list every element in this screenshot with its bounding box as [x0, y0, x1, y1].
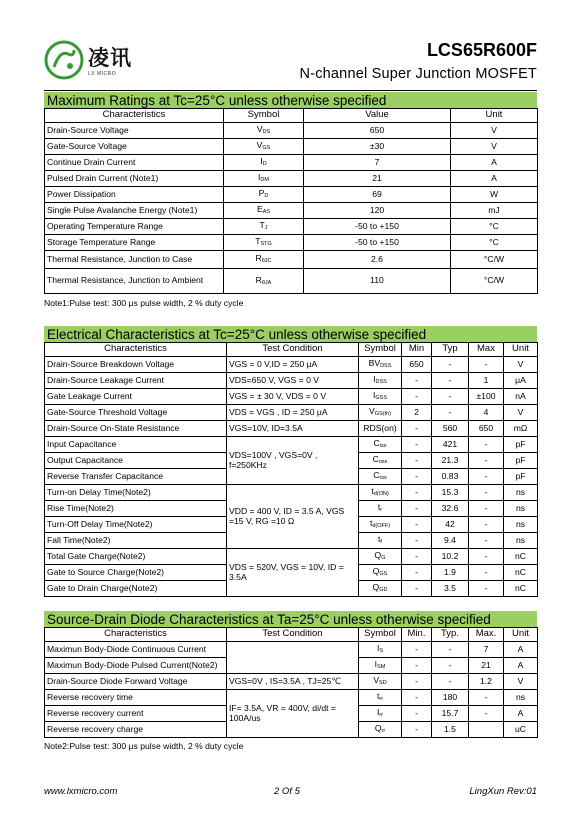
min-cell: - — [402, 581, 432, 597]
typ-cell: 42 — [432, 517, 469, 533]
unit-cell: °C/W — [451, 269, 538, 294]
symbol-cell: $V_{SD}$ — [359, 674, 402, 690]
symbol-cell: $E_{AS}$ — [224, 203, 304, 219]
unit-cell: V — [504, 674, 538, 690]
column-header: Max. — [469, 628, 504, 642]
symbol-cell: $Q_{rr}$ — [359, 722, 402, 738]
column-header: Unit — [504, 628, 538, 642]
footer-revision: LingXun Rev:01 — [469, 786, 537, 797]
column-header: Characteristics — [45, 343, 227, 357]
table-row — [45, 269, 538, 294]
characteristic-cell: Gate-Source Threshold Voltage — [45, 405, 227, 421]
column-header: Characteristics — [45, 109, 224, 123]
test-condition-cell: VDD = 400 V, ID = 3.5 A, VGS =15 V, RG =10 Ω — [227, 485, 359, 549]
table-row — [45, 219, 538, 235]
min-cell: - — [402, 642, 432, 658]
symbol-cell: $I_D$ — [224, 155, 304, 171]
table-row — [45, 389, 538, 405]
characteristic-cell: Input Capacitance — [45, 437, 227, 453]
min-cell: 2 — [402, 405, 432, 421]
typ-cell: 9.4 — [432, 533, 469, 549]
symbol-cell: $I_{GSS}$ — [359, 389, 402, 405]
characteristic-cell: Thermal Resistance, Junction to Case — [45, 251, 224, 269]
min-cell: - — [402, 389, 432, 405]
value-cell: ±30 — [304, 139, 451, 155]
footer-page: 2 Of 5 — [274, 786, 300, 797]
test-condition-cell: VDS=100V , VGS=0V , f=250KHz — [227, 437, 359, 485]
unit-cell: μA — [504, 373, 538, 389]
max-cell: - — [469, 565, 504, 581]
typ-cell: - — [432, 674, 469, 690]
unit-cell: A — [451, 155, 538, 171]
electrical-title: Electrical Characteristics at Tc=25°C unless otherwise specified — [44, 326, 537, 343]
min-cell: - — [402, 722, 432, 738]
symbol-cell: RDS(on) — [359, 421, 402, 437]
typ-cell: 15.7 — [432, 706, 469, 722]
characteristic-cell: Gate Leakage Current — [45, 389, 227, 405]
unit-cell: A — [504, 658, 538, 674]
symbol-cell: $C_{rss}$ — [359, 469, 402, 485]
value-cell: 110 — [304, 269, 451, 294]
test-condition-cell: VGS = 0 V,ID = 250 μA — [227, 357, 359, 373]
unit-cell: °C — [451, 219, 538, 235]
column-header: Symbol — [359, 343, 402, 357]
symbol-cell: $P_D$ — [224, 187, 304, 203]
column-header: Unit — [504, 343, 538, 357]
column-header: Typ — [432, 343, 469, 357]
max-cell: 1 — [469, 373, 504, 389]
test-condition-cell: VGS = ± 30 V, VDS = 0 V — [227, 389, 359, 405]
symbol-cell: $R_{\theta JC}$ — [224, 251, 304, 269]
characteristic-cell: Gate to Source Charge(Note2) — [45, 565, 227, 581]
min-cell: - — [402, 549, 432, 565]
value-cell: -50 to +150 — [304, 235, 451, 251]
test-condition-cell: VDS=650 V, VGS = 0 V — [227, 373, 359, 389]
min-cell: - — [402, 501, 432, 517]
symbol-cell: $BV_{DSS}$ — [359, 357, 402, 373]
table-row — [45, 642, 538, 658]
characteristic-cell: Drain-Source On-State Resistance — [45, 421, 227, 437]
unit-cell: mJ — [451, 203, 538, 219]
max-cell: - — [469, 485, 504, 501]
table-row — [45, 549, 538, 565]
unit-cell: V — [504, 405, 538, 421]
footer-website: www.lxmicro.com — [44, 786, 118, 797]
characteristic-cell: Gate to Drain Charge(Note2) — [45, 581, 227, 597]
value-cell: 2.6 — [304, 251, 451, 269]
unit-cell: mΩ — [504, 421, 538, 437]
unit-cell: ns — [504, 533, 538, 549]
characteristic-cell: Turn-on Delay Time(Note2) — [45, 485, 227, 501]
column-header: Characteristics — [45, 628, 227, 642]
column-header: Min — [402, 343, 432, 357]
characteristic-cell: Total Gate Charge(Note2) — [45, 549, 227, 565]
symbol-cell: $I_{SM}$ — [359, 658, 402, 674]
max-cell — [469, 722, 504, 738]
min-cell: - — [402, 453, 432, 469]
symbol-cell: $t_{rr}$ — [359, 690, 402, 706]
max-cell: 1.2 — [469, 674, 504, 690]
min-cell: - — [402, 565, 432, 581]
table-row — [45, 203, 538, 219]
characteristic-cell: Single Pulse Avalanche Energy (Note1) — [45, 203, 224, 219]
test-condition-cell: VDS = VGS , ID = 250 μA — [227, 405, 359, 421]
typ-cell: - — [432, 389, 469, 405]
typ-cell: 15.3 — [432, 485, 469, 501]
symbol-cell: $T_J$ — [224, 219, 304, 235]
note-2: Note2:Pulse test: 300 μs pulse width, 2 % duty cycle — [44, 741, 244, 751]
diode-table — [44, 627, 538, 738]
characteristic-cell: Drain-Source Breakdown Voltage — [45, 357, 227, 373]
typ-cell: 421 — [432, 437, 469, 453]
table-row — [45, 373, 538, 389]
max-cell: ±100 — [469, 389, 504, 405]
header-rule — [44, 90, 537, 91]
page-header — [44, 36, 537, 90]
symbol-cell: $I_{DM}$ — [224, 171, 304, 187]
characteristic-cell: Drain-Source Diode Forward Voltage — [45, 674, 227, 690]
characteristic-cell: Reverse recovery current — [45, 706, 227, 722]
max-cell: 7 — [469, 642, 504, 658]
max-cell: 4 — [469, 405, 504, 421]
table-row — [45, 187, 538, 203]
unit-cell: ns — [504, 501, 538, 517]
min-cell: - — [402, 373, 432, 389]
value-cell: 650 — [304, 123, 451, 139]
unit-cell: nA — [504, 389, 538, 405]
table-row — [45, 405, 538, 421]
min-cell: - — [402, 690, 432, 706]
max-cell: - — [469, 357, 504, 373]
column-header: Symbol — [359, 628, 402, 642]
symbol-cell: $C_{iss}$ — [359, 437, 402, 453]
unit-cell: pF — [504, 469, 538, 485]
value-cell: 69 — [304, 187, 451, 203]
table-row — [45, 155, 538, 171]
table-row — [45, 690, 538, 706]
value-cell: -50 to +150 — [304, 219, 451, 235]
symbol-cell: $t_f$ — [359, 533, 402, 549]
unit-cell: °C/W — [451, 251, 538, 269]
typ-cell: 3.5 — [432, 581, 469, 597]
min-cell: - — [402, 533, 432, 549]
max-cell: 650 — [469, 421, 504, 437]
table-row — [45, 139, 538, 155]
device-subtitle: N-channel Super Junction MOSFET — [299, 66, 537, 82]
max-cell: - — [469, 533, 504, 549]
symbol-cell: $I_{rr}$ — [359, 706, 402, 722]
symbol-cell: $t_{d(ON)}$ — [359, 485, 402, 501]
min-cell: - — [402, 485, 432, 501]
diode-title: Source-Drain Diode Characteristics at Ta=25°C unless otherwise specified — [44, 611, 537, 628]
unit-cell: ns — [504, 485, 538, 501]
max-cell: - — [469, 469, 504, 485]
unit-cell: W — [451, 187, 538, 203]
min-cell: - — [402, 658, 432, 674]
characteristic-cell: Storage Temperature Range — [45, 235, 224, 251]
max-cell: - — [469, 706, 504, 722]
characteristic-cell: Thermal Resistance, Junction to Ambient — [45, 269, 224, 294]
column-header: Max — [469, 343, 504, 357]
min-cell: - — [402, 517, 432, 533]
column-header: Min. — [402, 628, 432, 642]
unit-cell: V — [504, 357, 538, 373]
unit-cell: A — [504, 642, 538, 658]
column-header: Test Condition — [227, 343, 359, 357]
column-header: Value — [304, 109, 451, 123]
max-cell: 21 — [469, 658, 504, 674]
characteristic-cell: Output Capacitance — [45, 453, 227, 469]
max-cell: - — [469, 517, 504, 533]
unit-cell: ns — [504, 690, 538, 706]
test-condition-cell: VGS=10V, ID=3.5A — [227, 421, 359, 437]
table-row — [45, 251, 538, 269]
table-row — [45, 123, 538, 139]
unit-cell: A — [451, 171, 538, 187]
symbol-cell: $C_{oss}$ — [359, 453, 402, 469]
max-cell: - — [469, 501, 504, 517]
typ-cell: 1.9 — [432, 565, 469, 581]
test-condition-cell: IF= 3.5A, VR = 400V, di/dt = 100A/us — [227, 690, 359, 738]
table-row — [45, 357, 538, 373]
typ-cell: 21.3 — [432, 453, 469, 469]
typ-cell: - — [432, 405, 469, 421]
value-cell: 120 — [304, 203, 451, 219]
test-condition-cell: VDS = 520V, VGS = 10V, ID = 3.5A — [227, 549, 359, 597]
symbol-cell: $Q_{GD}$ — [359, 581, 402, 597]
test-condition-cell: VGS=0V , IS=3.5A , TJ=25℃ — [227, 674, 359, 690]
characteristic-cell: Drain-Source Voltage — [45, 123, 224, 139]
typ-cell: - — [432, 658, 469, 674]
symbol-cell: $V_{DS}$ — [224, 123, 304, 139]
typ-cell: - — [432, 642, 469, 658]
max-ratings-title: Maximum Ratings at Tc=25°C unless otherwise specified — [44, 92, 537, 109]
unit-cell: nC — [504, 581, 538, 597]
max-cell: - — [469, 549, 504, 565]
table-row — [45, 485, 538, 501]
min-cell: - — [402, 674, 432, 690]
unit-cell: uC — [504, 722, 538, 738]
symbol-cell: $V_{GS(th)}$ — [359, 405, 402, 421]
note-1: Note1:Pulse test: 300 μs pulse width, 2 % duty cycle — [44, 298, 244, 308]
max-cell: - — [469, 453, 504, 469]
min-cell: - — [402, 706, 432, 722]
typ-cell: 32.6 — [432, 501, 469, 517]
unit-cell: pF — [504, 437, 538, 453]
column-header: Unit — [451, 109, 538, 123]
max-cell: - — [469, 690, 504, 706]
unit-cell: nC — [504, 565, 538, 581]
value-cell: 21 — [304, 171, 451, 187]
typ-cell: 0.83 — [432, 469, 469, 485]
unit-cell: ns — [504, 517, 538, 533]
symbol-cell: $V_{GS}$ — [224, 139, 304, 155]
value-cell: 7 — [304, 155, 451, 171]
characteristic-cell: Turn-Off Delay Time(Note2) — [45, 517, 227, 533]
symbol-cell: $t_{d(OFF)}$ — [359, 517, 402, 533]
symbol-cell: $t_r$ — [359, 501, 402, 517]
unit-cell: °C — [451, 235, 538, 251]
column-header: Symbol — [224, 109, 304, 123]
column-header: Test Condition — [227, 628, 359, 642]
unit-cell: A — [504, 706, 538, 722]
unit-cell: pF — [504, 453, 538, 469]
characteristic-cell: Pulsed Drain Current (Note1) — [45, 171, 224, 187]
max-cell: - — [469, 581, 504, 597]
company-name: 凌讯 — [88, 45, 132, 70]
column-header: Typ. — [432, 628, 469, 642]
characteristic-cell: Reverse Transfer Capacitance — [45, 469, 227, 485]
characteristic-cell: Power Dissipation — [45, 187, 224, 203]
unit-cell: V — [451, 123, 538, 139]
symbol-cell: $I_S$ — [359, 642, 402, 658]
unit-cell: V — [451, 139, 538, 155]
min-cell: - — [402, 437, 432, 453]
table-row — [45, 674, 538, 690]
max-cell: - — [469, 437, 504, 453]
typ-cell: 560 — [432, 421, 469, 437]
max-ratings-table — [44, 108, 538, 294]
min-cell: - — [402, 421, 432, 437]
symbol-cell: $I_{DSS}$ — [359, 373, 402, 389]
symbol-cell: $Q_{GS}$ — [359, 565, 402, 581]
characteristic-cell: Fall Time(Note2) — [45, 533, 227, 549]
lx-logo-icon — [44, 40, 84, 80]
company-sub: LX MICRO — [88, 71, 117, 77]
typ-cell: - — [432, 357, 469, 373]
table-row — [45, 235, 538, 251]
characteristic-cell: Gate-Source Voltage — [45, 139, 224, 155]
characteristic-cell: Rise Time(Note2) — [45, 501, 227, 517]
min-cell: 650 — [402, 357, 432, 373]
typ-cell: - — [432, 373, 469, 389]
table-row — [45, 421, 538, 437]
characteristic-cell: Maximun Body-Diode Continuous Current — [45, 642, 227, 658]
typ-cell: 10.2 — [432, 549, 469, 565]
symbol-cell: $T_{STG}$ — [224, 235, 304, 251]
electrical-table — [44, 342, 538, 597]
table-row — [45, 437, 538, 453]
unit-cell: nC — [504, 549, 538, 565]
characteristic-cell: Reverse recovery time — [45, 690, 227, 706]
characteristic-cell: Operating Temperature Range — [45, 219, 224, 235]
characteristic-cell: Drain-Source Leakage Current — [45, 373, 227, 389]
characteristic-cell: Reverse recovery charge — [45, 722, 227, 738]
typ-cell: 180 — [432, 690, 469, 706]
symbol-cell: $R_{\theta JA}$ — [224, 269, 304, 294]
test-condition-cell — [227, 642, 359, 674]
characteristic-cell: Continue Drain Current — [45, 155, 224, 171]
min-cell: - — [402, 469, 432, 485]
part-number: LCS65R600F — [426, 40, 537, 60]
symbol-cell: $Q_G$ — [359, 549, 402, 565]
characteristic-cell: Maximun Body-Diode Pulsed Current(Note2) — [45, 658, 227, 674]
table-row — [45, 171, 538, 187]
typ-cell: 1.5 — [432, 722, 469, 738]
